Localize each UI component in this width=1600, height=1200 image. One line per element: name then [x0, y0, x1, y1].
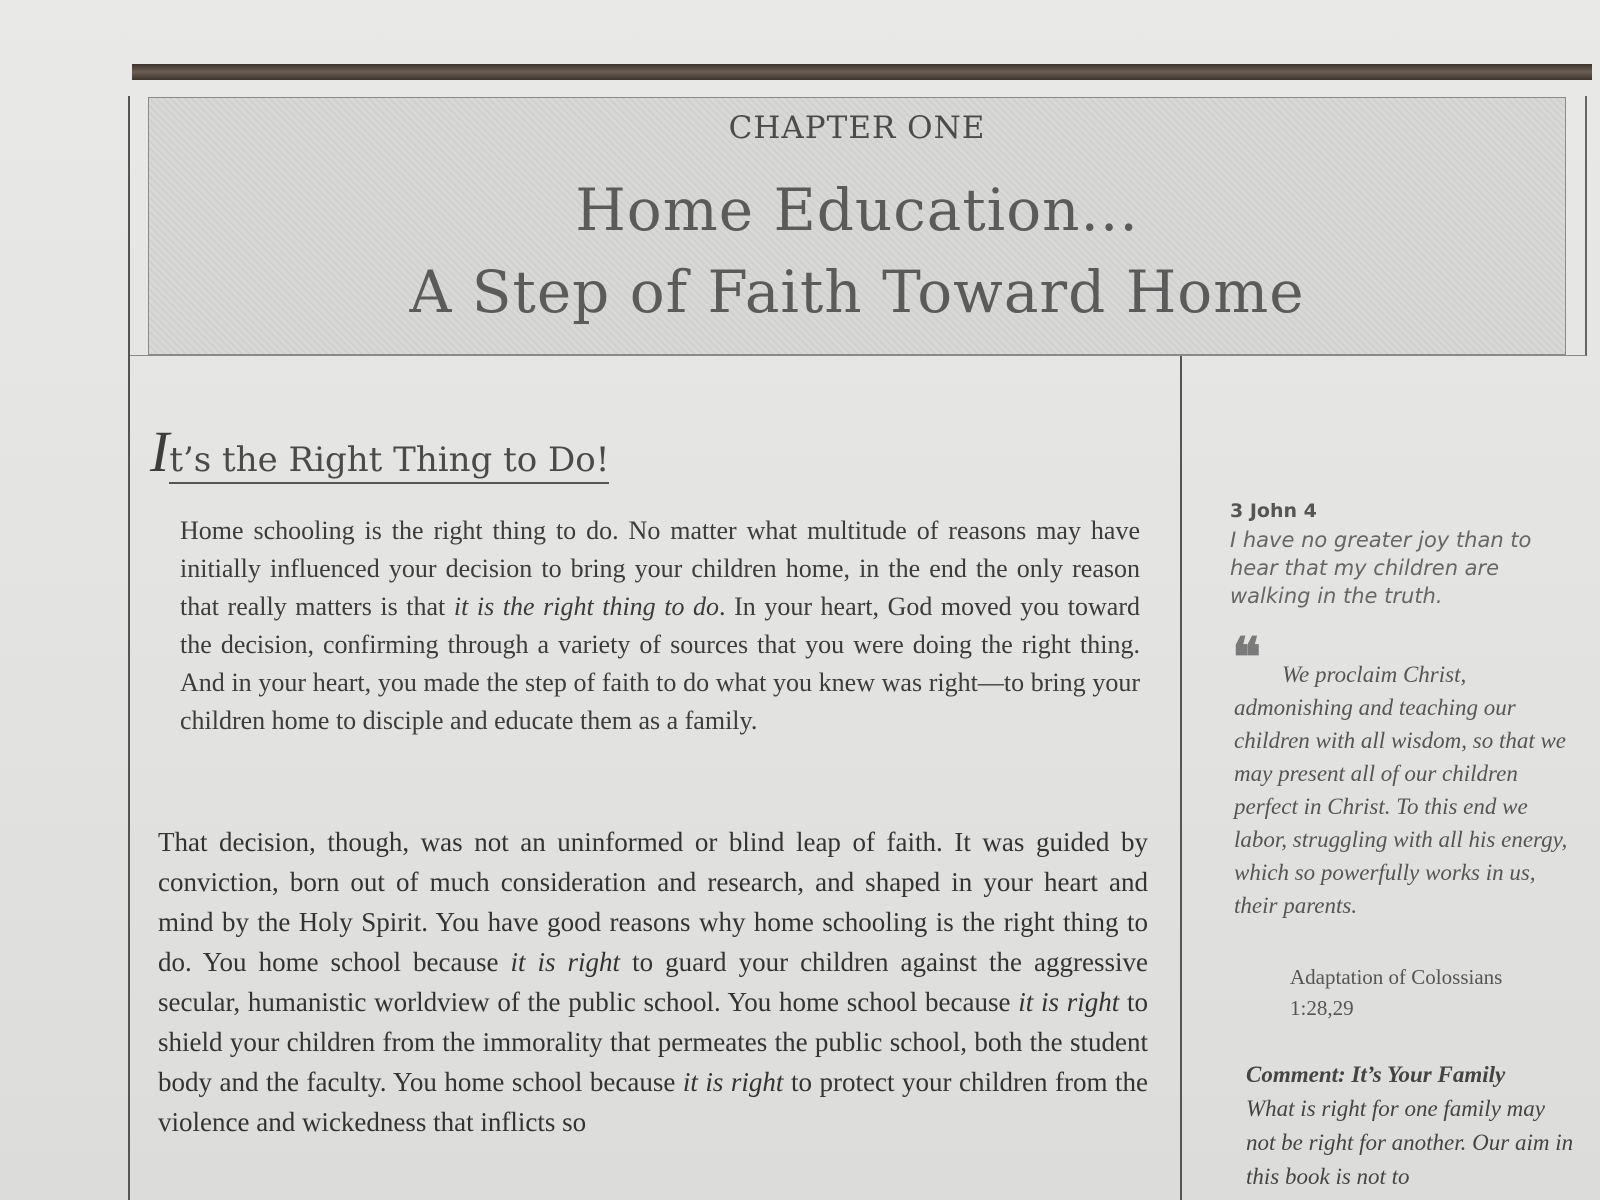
quote-attribution: Adaptation of Colossians 1:28,29	[1290, 965, 1503, 1020]
frame-left-border	[128, 96, 130, 1200]
quote-mark-icon: ❝	[1232, 625, 1262, 689]
paragraph-emphasis: it is the right thing to do	[453, 592, 720, 621]
paragraph-text: That decision, though, was not an uninformed or blind leap of faith. It was guided by conviction, born out of much consideration and research, and shaped in your heart and mind by the Holy Spirit. You have good reasons why home schooling is the right thing to do. You home school because	[158, 827, 1148, 977]
top-decorative-rule	[132, 64, 1592, 80]
chapter-title-line-1: Home Education...	[575, 176, 1139, 244]
paragraph-emphasis: it is right	[682, 1067, 784, 1097]
paragraph-text: to shield your children from the immorality that permeates the public school, both the student body and the faculty. You home school because	[158, 987, 1148, 1097]
paragraph-text: to guard your children against the aggressive secular, humanistic worldview of the public school. You home school because	[158, 947, 1148, 1017]
comment-text: What is right for one family may not be right for another. Our aim in this book is not to	[1246, 1096, 1574, 1189]
verse-text: I have no greater joy than to hear that my children are walking in the truth.	[1230, 528, 1532, 608]
comment-title: Comment: It’s Your Family	[1246, 1062, 1506, 1087]
verse-reference: 3 John 4	[1230, 500, 1317, 522]
section-heading	[150, 418, 609, 485]
header-bottom-rule	[130, 355, 1586, 356]
heading-dropcap: I	[150, 419, 170, 484]
paragraph-emphasis: it is right	[510, 947, 621, 977]
paragraph-emphasis: it is right	[1018, 987, 1120, 1017]
body-paragraph-1	[180, 512, 1140, 740]
chapter-header-box	[148, 97, 1566, 355]
paragraph-text: to protect your children from the violence and wickedness that inflicts so	[158, 1067, 1148, 1137]
sidebar-comment	[1246, 1058, 1576, 1194]
sidebar-quote	[1234, 658, 1574, 922]
heading-text: t’s the Right Thing to Do!	[169, 440, 609, 484]
sidebar-verse	[1230, 500, 1580, 610]
body-paragraph-2	[158, 822, 1148, 1142]
chapter-label: CHAPTER ONE	[728, 110, 986, 146]
quote-text: We proclaim Christ, admonishing and teaching our children with all wisdom, so that we may present all of our children perfect in Christ. To this end we labor, struggling with all his energy, which so powerfully works in us, their parents.	[1234, 662, 1568, 918]
paragraph-text: . In your heart, God moved you toward the decision, confirming through a variety of sources that you were doing the right thing. And in your heart, you made the step of faith to do what you knew was right—to bring your children home to disciple and educate them as a family.	[180, 592, 1140, 735]
column-divider	[1180, 356, 1182, 1200]
frame-right-border	[1585, 96, 1587, 356]
chapter-title-line-2: A Step of Faith Toward Home	[409, 258, 1305, 326]
paragraph-text: Home schooling is the right thing to do. No matter what multitude of reasons may have initially influenced your decision to bring your children home, in the end the only reason that really matters is that	[180, 516, 1140, 621]
